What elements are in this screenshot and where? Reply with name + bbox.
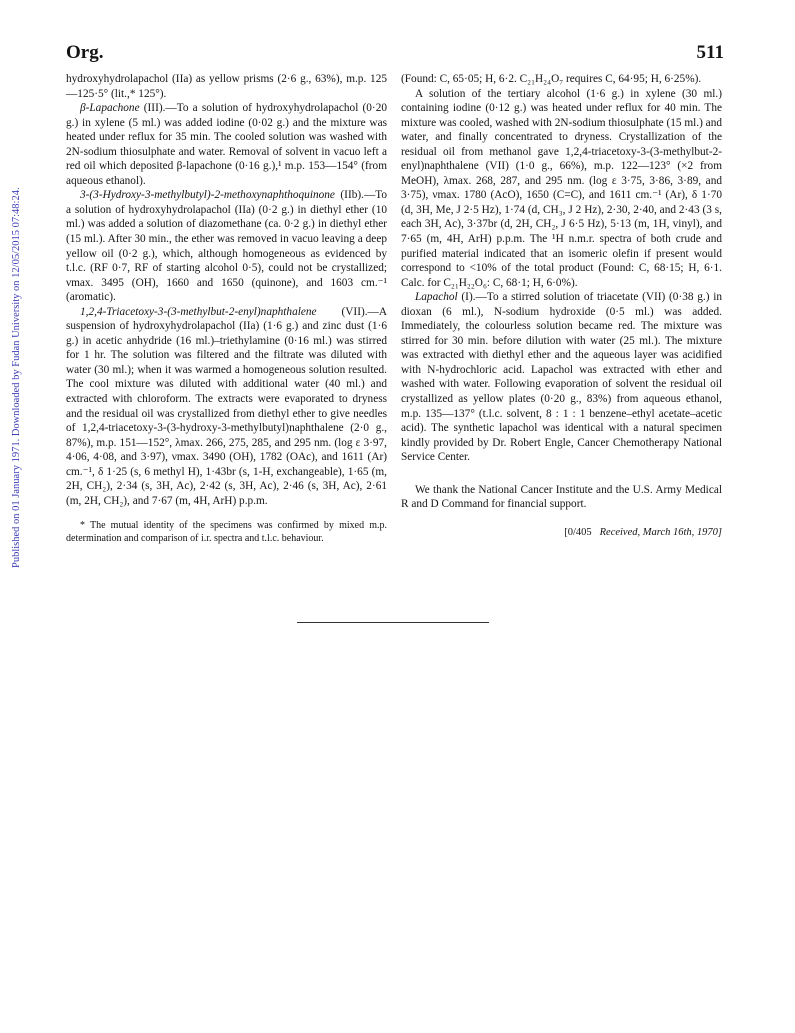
footnote-text: The mutual identity of the specimens was confirmed by mixed m.p. determination and comparison of i.r. spectra and t.l.c. behaviour.: [66, 520, 387, 544]
lapachol-paragraph: [401, 290, 722, 465]
received-date: Received, March 16th, 1970]: [599, 526, 722, 538]
right-column: [401, 72, 722, 540]
triacetoxy-body: (VII).—A suspension of hydroxyhydrolapachol (IIa) (1·6 g.) and zinc dust (1·6 g.) in acetic anhydride (16 ml.)–triethylamine (0·16 ml.) was stirred for 1 hr. The solution was filtered and the filtrate was diluted with water (30 ml.); when it was warmed a homogeneous solution resulted. The cool mixture was diluted with additional water (40 ml.) and extracted with chloroform. The extracts were evaporated to dryness and the residual oil was crystallized from diethyl ether to give needles of 1,2,4-triacetoxy-3-(3-hydroxy-3-methylbutyl)naphthalene (2·0 g., 87%), m.p. 151—152°, λmax. 266, 275, 285, and 295 nm. (log ε 3·97, 4·06, 4·08, and 3·97), νmax. 3490 (OH), 1782 (OAc), and 1611 (Ar) cm.⁻¹, δ 1·25 (s, 6 methyl H), 1·43br (s, 1-H, exchangeable), 1·65 (m, 2H, CH₂), 2·34 (s, 3H, Ac), 2·42 (s, 3H, Ac), 2·46 (s, 3H, Ac), 2·61 (m, 2H, CH₂), and 7·67 (m, 4H, ArH) p.p.m.: [66, 305, 387, 507]
beta-lapachone-title: β-Lapachone: [80, 102, 140, 115]
left-column: [66, 72, 387, 545]
section-gap: [401, 465, 722, 483]
found-analysis: (Found: C, 65·05; H, 6·2. C₂₁H₂₄O₇ requires C, 64·95; H, 6·25%).: [401, 73, 702, 85]
download-watermark[interactable]: Published on 01 January 1971. Downloaded by Fudan University on 12/05/2015 07:48:24.: [11, 187, 22, 568]
beta-lapachone-paragraph: [66, 101, 387, 188]
footnote: [66, 520, 387, 545]
methoxynaphthoquinone-paragraph: [66, 188, 387, 304]
received-line: [401, 526, 722, 541]
acknowledgement: We thank the National Cancer Institute and the U.S. Army Medical R and D Command for financial support.: [401, 483, 722, 511]
triacetoxy-title: 1,2,4-Triacetoxy-3-(3-methylbut-2-enyl)naphthalene: [80, 305, 317, 318]
methoxynaphthoquinone-title: 3-(3-Hydroxy-3-methylbutyl)-2-methoxynaphthoquinone: [80, 189, 335, 202]
tertiary-alcohol-paragraph: A solution of the tertiary alcohol (1·6 g.) in xylene (30 ml.) containing iodine (0·12 g.) was heated under reflux for 40 min. The mixture was cooled, washed with 2N-sodium thiosulphate (15 ml.) and water, and finally concentrated to dryness. Crystallization of the residual oil from methanol gave 1,2,4-triacetoxy-3-(3-methylbut-2-enyl)naphthalene (VII) (1·0 g., 66%), m.p. 122—123° (×2 from MeOH), λmax. 268, 287, and 295 nm. (log ε 3·75, 3·86, 3·89, and 3·75), νmax. 1780 (AcO), 1650 (C=C), and 1611 cm.⁻¹ (Ar), δ 1·70 (d, 3H, Me, J 2·5 Hz), 1·74 (d, CH₃, J 2 Hz), 2·30, 2·40, and 2·43 (3 s, each 3H, Ac), 3·37br (d, 2H, CH₂, J 6·5 Hz), 5·13 (m, 1H, vinyl), and 7·65 (m, 4H, ArH) p.p.m. The ¹H n.m.r. spectra of both crude and purified material indicated that an isomeric olefin if present would correspond to <10% of the total product (Found: C, 68·15; H, 6·1. Calc. for C₂₁H₂₂O₆: C, 68·1; H, 6·0%).: [401, 87, 722, 289]
page-number: 511: [696, 42, 724, 63]
lapachol-body: (I).—To a stirred solution of triacetate (VII) (0·38 g.) in dioxan (6 ml.), N-sodium hydroxide (0·5 ml.) was added. Immediately, the colourless solution became red. The mixture was stirred for 30 min. before dilution with water (25 ml.). The mixture was extracted with diethyl ether and the aqueous layer was acidified with N-hydrochloric acid. Lapachol was extracted with ether and washed with water. Following evaporation of solvent the residual oil crystallized as yellow plates (0·20 g., 83%) from aqueous ethanol, m.p. 135—137° (t.l.c. solvent, 8 : 1 : 1 benzene–ethyl acetate–acetic acid). The synthetic lapachol was identical with a natural specimen kindly provided by Dr. Robert Engle, Cancer Chemotherapy National Service Center.: [401, 291, 722, 464]
lapachol-title: Lapachol: [415, 291, 458, 304]
footnote-mark: *: [80, 520, 85, 532]
triacetoxy-paragraph: [66, 305, 387, 509]
end-rule: [297, 622, 489, 623]
left-paragraph-continued: hydroxyhydrolapachol (IIa) as yellow prisms (2·6 g., 63%), m.p. 125—125·5° (lit.,* 125°).: [66, 73, 387, 100]
methoxynaphthoquinone-body: (IIb).—To a solution of hydroxyhydrolapachol (IIa) (0·2 g.) in diethyl ether (10 ml.) was added a solution of diazomethane (ca. 0·2 g.) in diethyl ether (15 ml.). After 30 min., the ether was removed in vacuo leaving a deep yellow oil (0·2 g.), which, although homogeneous as evidenced by t.l.c. (RF 0·7, RF of starting alcohol 0·5), could not be crystallized; νmax. 3495 (OH), 1660 and 1650 (quinone), and 1603 cm.⁻¹ (aromatic).: [66, 189, 387, 304]
beta-lapachone-body: (III).—To a solution of hydroxyhydrolapachol (0·20 g.) in xylene (5 ml.) was added iodine (0·02 g.) and the mixture was heated under reflux for 35 min. The cooled solution was washed with 2N-sodium thiosulphate and water. Removal of solvent in vacuo left a red oil which deposited β-lapachone (0·16 g.),¹ m.p. 153—154° (from aqueous ethanol).: [66, 102, 387, 187]
journal-section-header: Org.: [66, 42, 104, 63]
reference-id: [0/405: [564, 526, 592, 538]
